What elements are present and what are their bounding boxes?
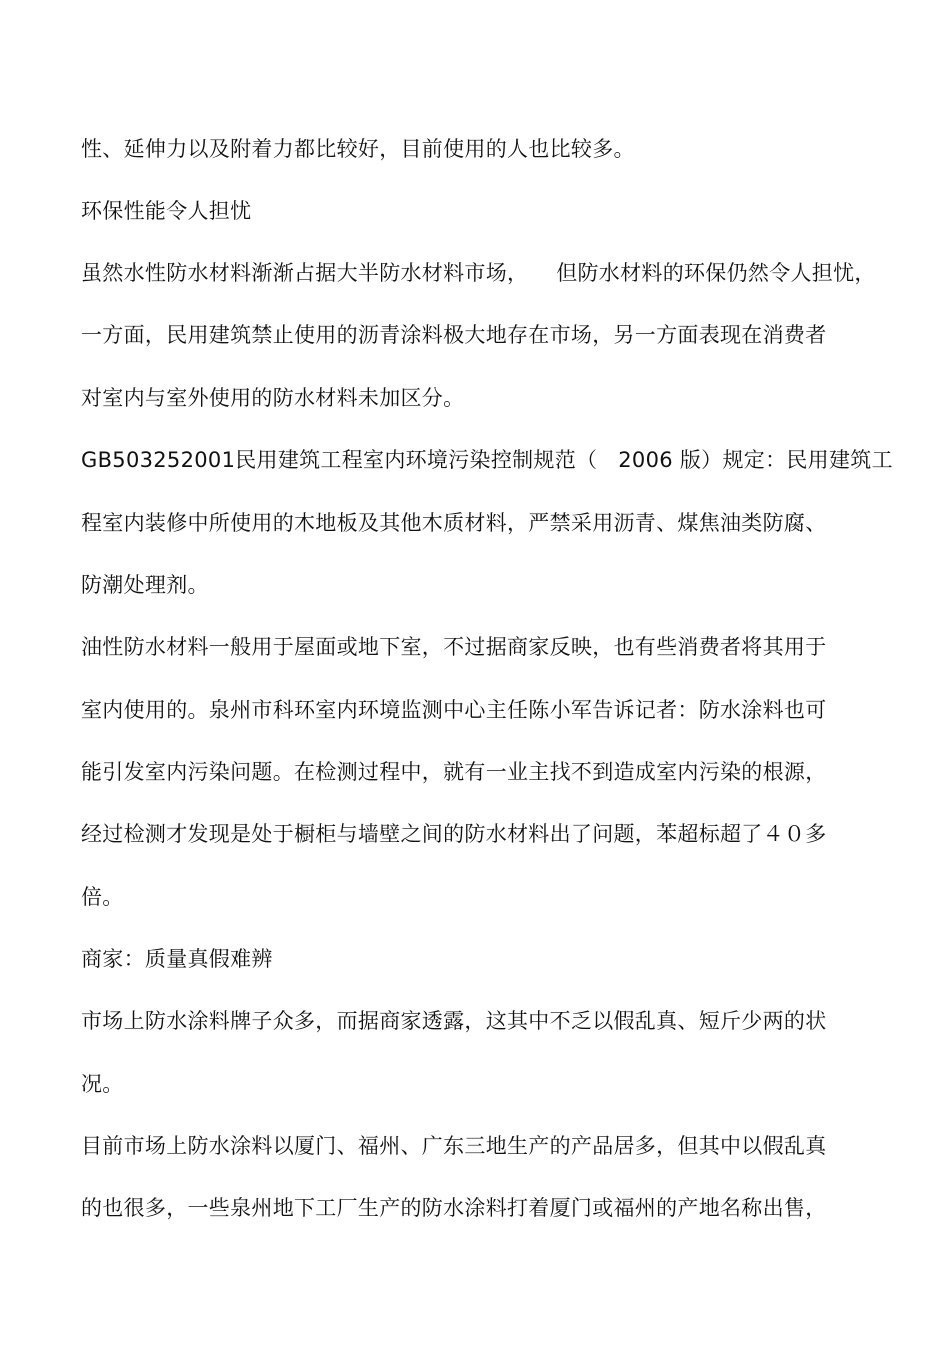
text-line: 能引发室内污染问题。在检测过程中，就有一业主找不到造成室内污染的根源， [81, 760, 827, 784]
text-line: 性、延伸力以及附着力都比较好，目前使用的人也比较多。 [81, 137, 635, 161]
text-line: 防潮处理剂。 [81, 573, 209, 597]
text-line: 目前市场上防水涂料以厦门、福州、广东三地生产的产品居多，但其中以假乱真 [81, 1134, 827, 1158]
text-line: 一方面，民用建筑禁止使用的沥青涂料极大地存在市场，另一方面表现在消费者 [81, 323, 827, 347]
text-line: 倍。 [81, 885, 124, 909]
text-line: 的也很多，一些泉州地下工厂生产的防水涂料打着厦门或福州的产地名称出售， [81, 1196, 827, 1220]
text-line: 虽然水性防水材料渐渐占据大半防水材料市场， 但防水材料的环保仍然令人担忧， [81, 261, 876, 285]
text-line: 程室内装修中所使用的木地板及其他木质材料，严禁采用沥青、煤焦油类防腐、 [81, 511, 827, 535]
text-line: GB503252001民用建筑工程室内环境污染控制规范（ 2006 版）规定：民用建筑工 [81, 448, 893, 472]
text-line: 油性防水材料一般用于屋面或地下室，不过据商家反映，也有些消费者将其用于 [81, 635, 827, 659]
text-line: 市场上防水涂料牌子众多，而据商家透露，这其中不乏以假乱真、短斤少两的状 [81, 1009, 827, 1033]
section-heading: 环保性能令人担忧 [81, 199, 252, 223]
text-line: 经过检测才发现是处于橱柜与墙壁之间的防水材料出了问题，苯超标超了４０多 [81, 822, 827, 846]
section-heading: 商家：质量真假难辨 [81, 947, 273, 971]
text-line: 况。 [81, 1072, 124, 1096]
text-line: 对室内与室外使用的防水材料未加区分。 [81, 386, 465, 410]
text-line: 室内使用的。泉州市科环室内环境监测中心主任陈小军告诉记者：防水涂料也可 [81, 698, 827, 722]
